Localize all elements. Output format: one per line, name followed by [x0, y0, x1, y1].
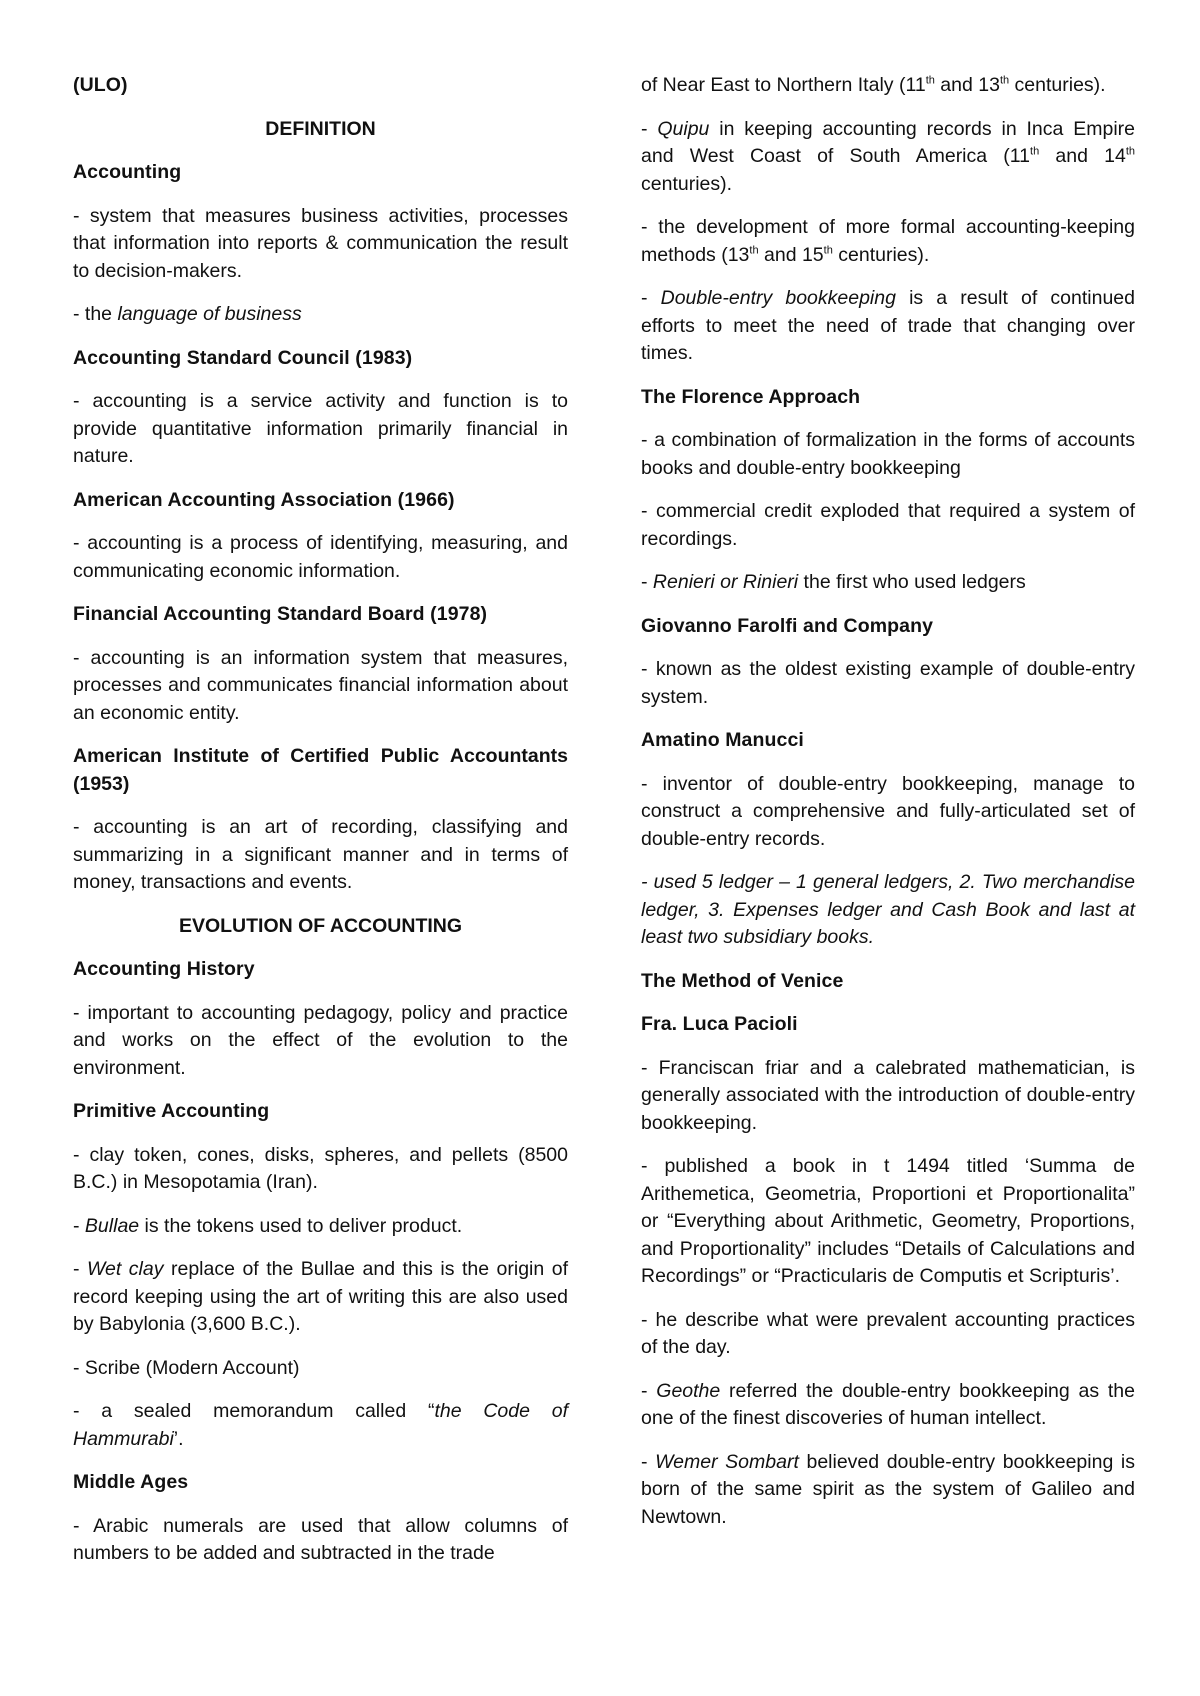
florence-renieri: - Renieri or Rinieri the first who used ledgers: [641, 571, 1026, 593]
florence-credit: - commercial credit exploded that required a system of recordings.: [641, 500, 1135, 550]
primitive-tokens: - clay token, cones, disks, spheres, and pellets (8500 B.C.) in Mesopotamia (Iran).: [73, 1143, 568, 1193]
primitive-scribe: - Scribe (Modern Account): [73, 1356, 300, 1379]
quipu-paragraph: - Quipu in keeping accounting records in Inca Empire and West Coast of South America (11th and 14th centuries).: [641, 117, 1135, 195]
history-body: - important to accounting pedagogy, policy and practice and works on the effect of the evolution to the environment.: [73, 1001, 568, 1079]
primitive-heading: Primitive Accounting: [73, 1100, 270, 1122]
evolution-heading: EVOLUTION OF ACCOUNTING: [178, 914, 463, 937]
farolfi-heading: Giovanno Farolfi and Company: [641, 614, 934, 637]
aicpa-definition: - accounting is an art of recording, classifying and summarizing in a significant manner and in terms of money, transactions and events.: [73, 816, 568, 893]
pacioli-book: - published a book in t 1494 titled ‘Summa de Arithemetica, Geometria, Proportioni et Proportionalita” or “Everything about Arithmetic, Geometry, Proportions, and Proportionality” includes “Details of Calculations and Recordings” or “Practicularis de Computis et Scripturis’.: [641, 1155, 1135, 1287]
florence-formalization: - a combination of formalization in the forms of accounts books and double-entry bookkeeping: [641, 429, 1135, 479]
pacioli-friar: - Franciscan friar and a calebrated mathematician, is generally associated with the introduction of double-entry bookkeeping.: [641, 1056, 1135, 1134]
primitive-wet-clay: - Wet clay replace of the Bullae and this is the origin of record keeping using the art of writing this are also used by Babylonia (3,600 B.C.).: [73, 1258, 568, 1335]
pacioli-heading: Fra. Luca Pacioli: [641, 1013, 798, 1035]
accounting-definition: - system that measures business activities, processes that information into reports & communication the result to decision-makers.: [73, 204, 568, 282]
accounting-heading: Accounting: [73, 161, 182, 183]
manucci-heading: Amatino Manucci: [641, 729, 804, 751]
fasb-heading: Financial Accounting Standard Board (1978): [73, 603, 488, 625]
pacioli-practices: - he describe what were prevalent accounting practices of the day.: [641, 1308, 1135, 1358]
asc-definition: - accounting is a service activity and function is to provide quantitative information primarily financial in nature.: [73, 390, 568, 467]
venice-heading: The Method of Venice: [641, 969, 844, 992]
asc-heading: Accounting Standard Council (1983): [73, 346, 413, 369]
primitive-hammurabi: - a sealed memorandum called “the Code of Hammurabi’.: [73, 1400, 568, 1450]
aicpa-heading: American Institute of Certified Public Accountants (1953): [73, 745, 568, 795]
accounting-language-note: - the language of business: [73, 303, 302, 325]
left-column: [73, 72, 568, 1584]
formal-methods-paragraph: - the development of more formal accounting-keeping methods (13th and 15th centuries).: [641, 216, 1135, 266]
history-heading: Accounting History: [73, 958, 255, 980]
pacioli-geothe: - Geothe referred the double-entry bookkeeping as the one of the finest discoveries of human intellect.: [641, 1379, 1135, 1429]
primitive-bullae: - Bullae is the tokens used to deliver product.: [73, 1214, 463, 1237]
manucci-inventor: - inventor of double-entry bookkeeping, manage to construct a comprehensive and fully-articulated set of double-entry records.: [641, 772, 1135, 850]
middle-ages-body: - Arabic numerals are used that allow columns of numbers to be added and subtracted in the trade: [73, 1514, 568, 1564]
near-east-continuation: of Near East to Northern Italy (11th and 13th centuries).: [641, 74, 1106, 96]
pacioli-sombart: - Wemer Sombart believed double-entry bookkeeping is born of the same spirit as the system of Galileo and Newtown.: [641, 1450, 1135, 1528]
fasb-definition: - accounting is an information system that measures, processes and communicates financial information about an economic entity.: [73, 646, 568, 724]
middle-ages-heading: Middle Ages: [73, 1471, 189, 1493]
double-entry-paragraph: - Double-entry bookkeeping is a result of continued efforts to meet the need of trade that changing over times.: [641, 287, 1135, 364]
aaa-heading: American Accounting Association (1966): [73, 488, 455, 511]
right-column: [641, 72, 1135, 1547]
aaa-definition: - accounting is a process of identifying, measuring, and communicating economic information.: [73, 532, 568, 582]
florence-heading: The Florence Approach: [641, 385, 861, 408]
farolfi-body: - known as the oldest existing example of double-entry system.: [641, 658, 1135, 708]
definition-heading: DEFINITION: [265, 117, 376, 140]
manucci-ledgers: - used 5 ledger – 1 general ledgers, 2. Two merchandise ledger, 3. Expenses ledger and Cash Book and last at least two subsidiary books.: [641, 871, 1135, 948]
ulo-label: (ULO): [73, 74, 128, 96]
